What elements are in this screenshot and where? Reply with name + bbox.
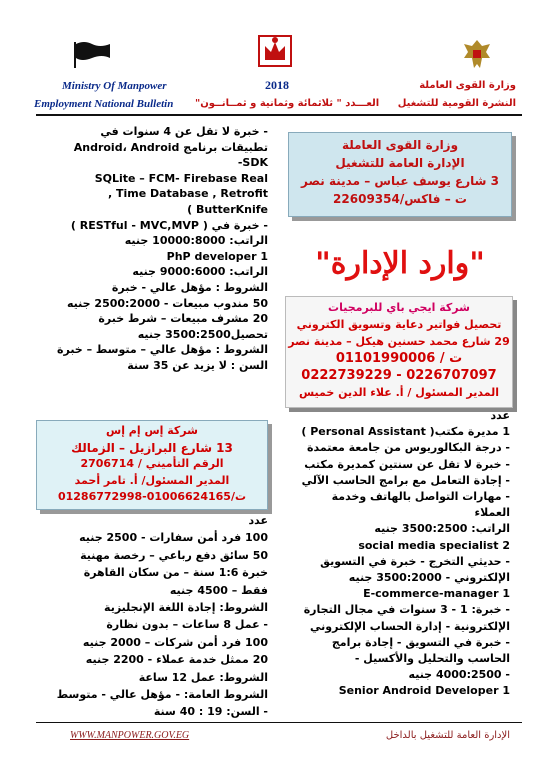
job-line: - خبرة في التسويق - إجادة برامج xyxy=(331,635,510,649)
job-line: SDK- xyxy=(237,156,268,170)
job-line: الشروط: عمل 12 ساعة xyxy=(138,670,268,684)
job-line: الإلكترونية - إدارة الحساب الإلكتروني xyxy=(310,619,510,633)
job-line: 1 Senior Android Developer xyxy=(338,684,510,698)
job-line: السن : لا يزيد عن 35 سنة xyxy=(127,358,268,372)
company-line: المدير المسئول/ أ. تامر أحمد xyxy=(74,473,230,487)
job-line: - إجادة التعامل مع برامج الحاسب الآلي xyxy=(301,473,510,487)
job-line: ButterKnife ) xyxy=(187,202,268,216)
bulletin-name-ar: النشرة القومية للتشغيل xyxy=(397,98,516,109)
company-box-sms xyxy=(36,420,268,510)
bulletin-name-en: Employment National Bulletin xyxy=(34,98,174,110)
ministry-name-ar: وزارة القوى العاملة xyxy=(419,80,516,91)
job-line: 1 PhP developer xyxy=(166,249,268,263)
job-line: 2 social media specialist xyxy=(358,538,510,552)
job-line: 50 مندوب مبيعات - 2500:2000 جنيه xyxy=(67,296,268,310)
job-line: عدد xyxy=(490,409,510,422)
job-line: 1 E-commerce-manager xyxy=(363,587,510,601)
job-line: - السن: 19 : 40 سنة xyxy=(153,705,268,719)
job-line: الشروط : مؤهل عالي - خبرة xyxy=(111,280,268,294)
footer-department: الإدارة العامة للتشغيل بالداخل xyxy=(385,730,510,741)
job-line: الشروط العامة: - مؤهل عالي - متوسط xyxy=(56,688,268,702)
company-line: 0226707097 - 0222739229 xyxy=(301,368,497,383)
job-line: 20 ممثل خدمة عملاء - 2200 جنيه xyxy=(85,653,268,667)
job-line: الشروط: إجادة اللغة الإنجليزية xyxy=(104,601,268,615)
company-line: تحصيل فواتير دعاية وتسويق الكتروني xyxy=(296,318,502,331)
bulletin-logo-icon xyxy=(255,30,295,72)
job-line: خبرة 1:6 سنة – من سكان القاهرة xyxy=(83,566,268,580)
job-line: 20 مشرف مبيعات – شرط خبرة xyxy=(98,312,268,326)
job-line: Time Database , Retrofit , xyxy=(107,187,268,201)
job-line: الراتب: 9000:6000 جنيه xyxy=(132,265,268,279)
job-line: - درجة البكالوريوس من جامعة معتمدة xyxy=(307,441,510,455)
job-line: - خبرة في ( RESTful - MVC,MVP ) xyxy=(70,218,268,232)
job-line: الشروط : مؤهل عالي – متوسط – خبرة xyxy=(56,343,268,357)
company-line: الرقم التأميني / 2706714 xyxy=(80,457,224,470)
job-line: الحاسب والتحليل والأكسيل - xyxy=(354,652,510,666)
job-line: 1 مديرة مكتب( Personal Assistant ) xyxy=(301,425,510,439)
job-line: - خبرة لا تقل عن سنتين كمديرة مكتب xyxy=(304,457,510,471)
company-line: شركة ايجي باي للبرمجيات xyxy=(328,301,470,314)
section-banner: "وارد الإدارة" xyxy=(315,246,485,281)
job-line: SQLite – FCM- Firebase Real xyxy=(94,171,268,185)
right-column-jobs xyxy=(282,408,510,700)
job-line: فقط – 4500 جنيه xyxy=(169,583,268,597)
company-line: ت / 01101990006 xyxy=(335,351,463,366)
job-line: - مهارات التواصل بالهاتف وخدمة xyxy=(331,490,510,504)
office-line: 3 شارع يوسف عباس – مدينة نصر xyxy=(301,174,499,188)
office-line: الإدارة العامة للتشغيل xyxy=(335,156,465,170)
office-line: وزارة القوى العاملة xyxy=(341,138,459,152)
company-line: 13 شارع البرازيل – الزمالك xyxy=(71,440,233,455)
company-line: 29 شارع محمد حسنين هيكل – مدينة نصر xyxy=(288,335,510,348)
office-info-box xyxy=(288,132,512,217)
job-line: - عمل 8 ساعات – بدون نظارة xyxy=(106,618,268,632)
issue-year: 2018 xyxy=(265,78,289,92)
job-line: العملاء xyxy=(474,506,510,520)
company-line: ت/01006624165-01286772998 xyxy=(57,490,247,503)
ministry-name-en: Ministry Of Manpower xyxy=(62,80,167,92)
issue-number-ar: العـــدد " ثلاثمائة وثمانية و ثمــانــون" xyxy=(195,98,380,109)
company-line: المدير المسئول / أ. علاء الدين خميس xyxy=(298,386,500,399)
job-line: 100 فرد أمن شركات – 2000 جنيه xyxy=(82,635,268,649)
job-line: الراتب: 10000:8000 جنيه xyxy=(124,234,268,248)
footer-divider xyxy=(36,722,522,723)
header-divider xyxy=(36,114,522,116)
job-line: - حديثي التخرج - خبرة في التسويق xyxy=(320,554,510,568)
flag-icon xyxy=(70,34,116,70)
footer-url[interactable]: WWW.MANPOWER.GOV.EG xyxy=(70,730,190,741)
job-line: 100 فرد أمن سفارات - 2500 جنيه xyxy=(79,531,268,545)
job-line: عدد xyxy=(248,514,268,527)
left-column-jobs-top xyxy=(36,124,268,374)
job-line: تحصيل3500:2500 جنيه xyxy=(137,327,268,341)
company-line: شركة إس إم إس xyxy=(106,424,198,437)
company-box-egypay xyxy=(285,296,513,408)
left-column-jobs-bottom xyxy=(36,512,268,721)
job-line: تطبيقات برنامج Android، Android xyxy=(73,140,268,154)
job-line: - 4000:2500 جنيه xyxy=(408,668,510,682)
job-line: الإلكتروني - 3500:2000 جنيه xyxy=(348,571,510,585)
job-line: - خبرة: 1 - 3 سنوات في مجال التجارة xyxy=(303,603,510,617)
eagle-emblem-icon xyxy=(462,38,492,72)
job-line: الراتب: 3500:2500 جنيه xyxy=(374,522,510,536)
office-line: ت – فاكس/22609354 xyxy=(333,192,467,206)
job-line: 50 سائق دفع رباعي – رخصة مهنية xyxy=(80,548,268,562)
job-line: - خبرة لا تقل عن 4 سنوات في xyxy=(100,125,268,138)
